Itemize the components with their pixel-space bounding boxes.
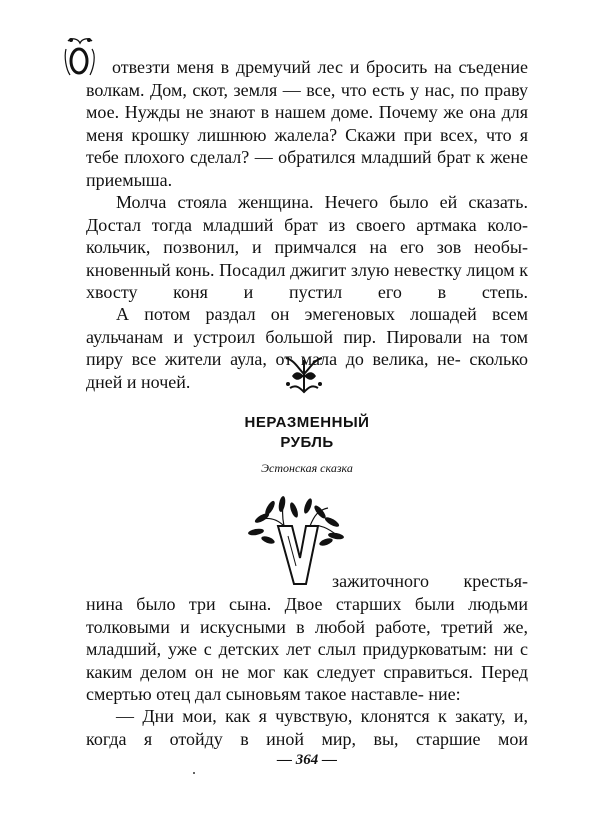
paragraph-2: Молча стояла женщина. Нечего было ей сказать. Достал тогда младший брат из своего артмака коло- кольчик, позвонил, и примчался на его зов необы- кновенный конь. Посадил джигит злую невестку лицом к хвосту коня и пустил его в степь. <box>86 192 528 302</box>
section-ornament-icon <box>282 354 326 398</box>
story-title <box>86 413 528 453</box>
paragraph-4: нина было три сына. Двое старших были людьми толковыми и искусными в любой работе, третий же, младший, уже с детских лет слыл придурковатым: ни с каким делом он не мог как следует справиться. Перед смертью отец дал сыновьям такое наставле- ние: <box>86 594 529 704</box>
print-speck <box>193 772 195 774</box>
story-title-line-2: РУБЛЬ <box>280 434 334 451</box>
story-title-line-1: НЕРАЗМЕННЫЙ <box>244 414 370 431</box>
page-number: — 364 — <box>277 752 337 768</box>
paragraph-5: — Дни мои, как я чувствую, клонятся к закату, и, когда я отойду в иной мир, вы, старшие мои <box>86 706 528 749</box>
story-subtitle: Эстонская сказка <box>261 461 353 475</box>
paragraph-1: отвезти меня в дремучий лес и бросить на съедение волкам. Дом, скот, земля — все, что есть у нас, по праву мое. Нужды не знают в нашем доме. Почему же она для меня крошку лишнюю жалела? Скажи при всех, что я тебе плохого сделал? — обратился младший брат к жене приемыша. <box>86 57 529 190</box>
first-line: зажиточного крестья- <box>332 571 528 591</box>
paragraph-3: А потом раздал он эмегеновых лошадей всем аульчанам и устроил большой пир. Пировали на том пиру все жители аула, от мала до велика, не- сколько дней и ночей. <box>86 304 528 392</box>
